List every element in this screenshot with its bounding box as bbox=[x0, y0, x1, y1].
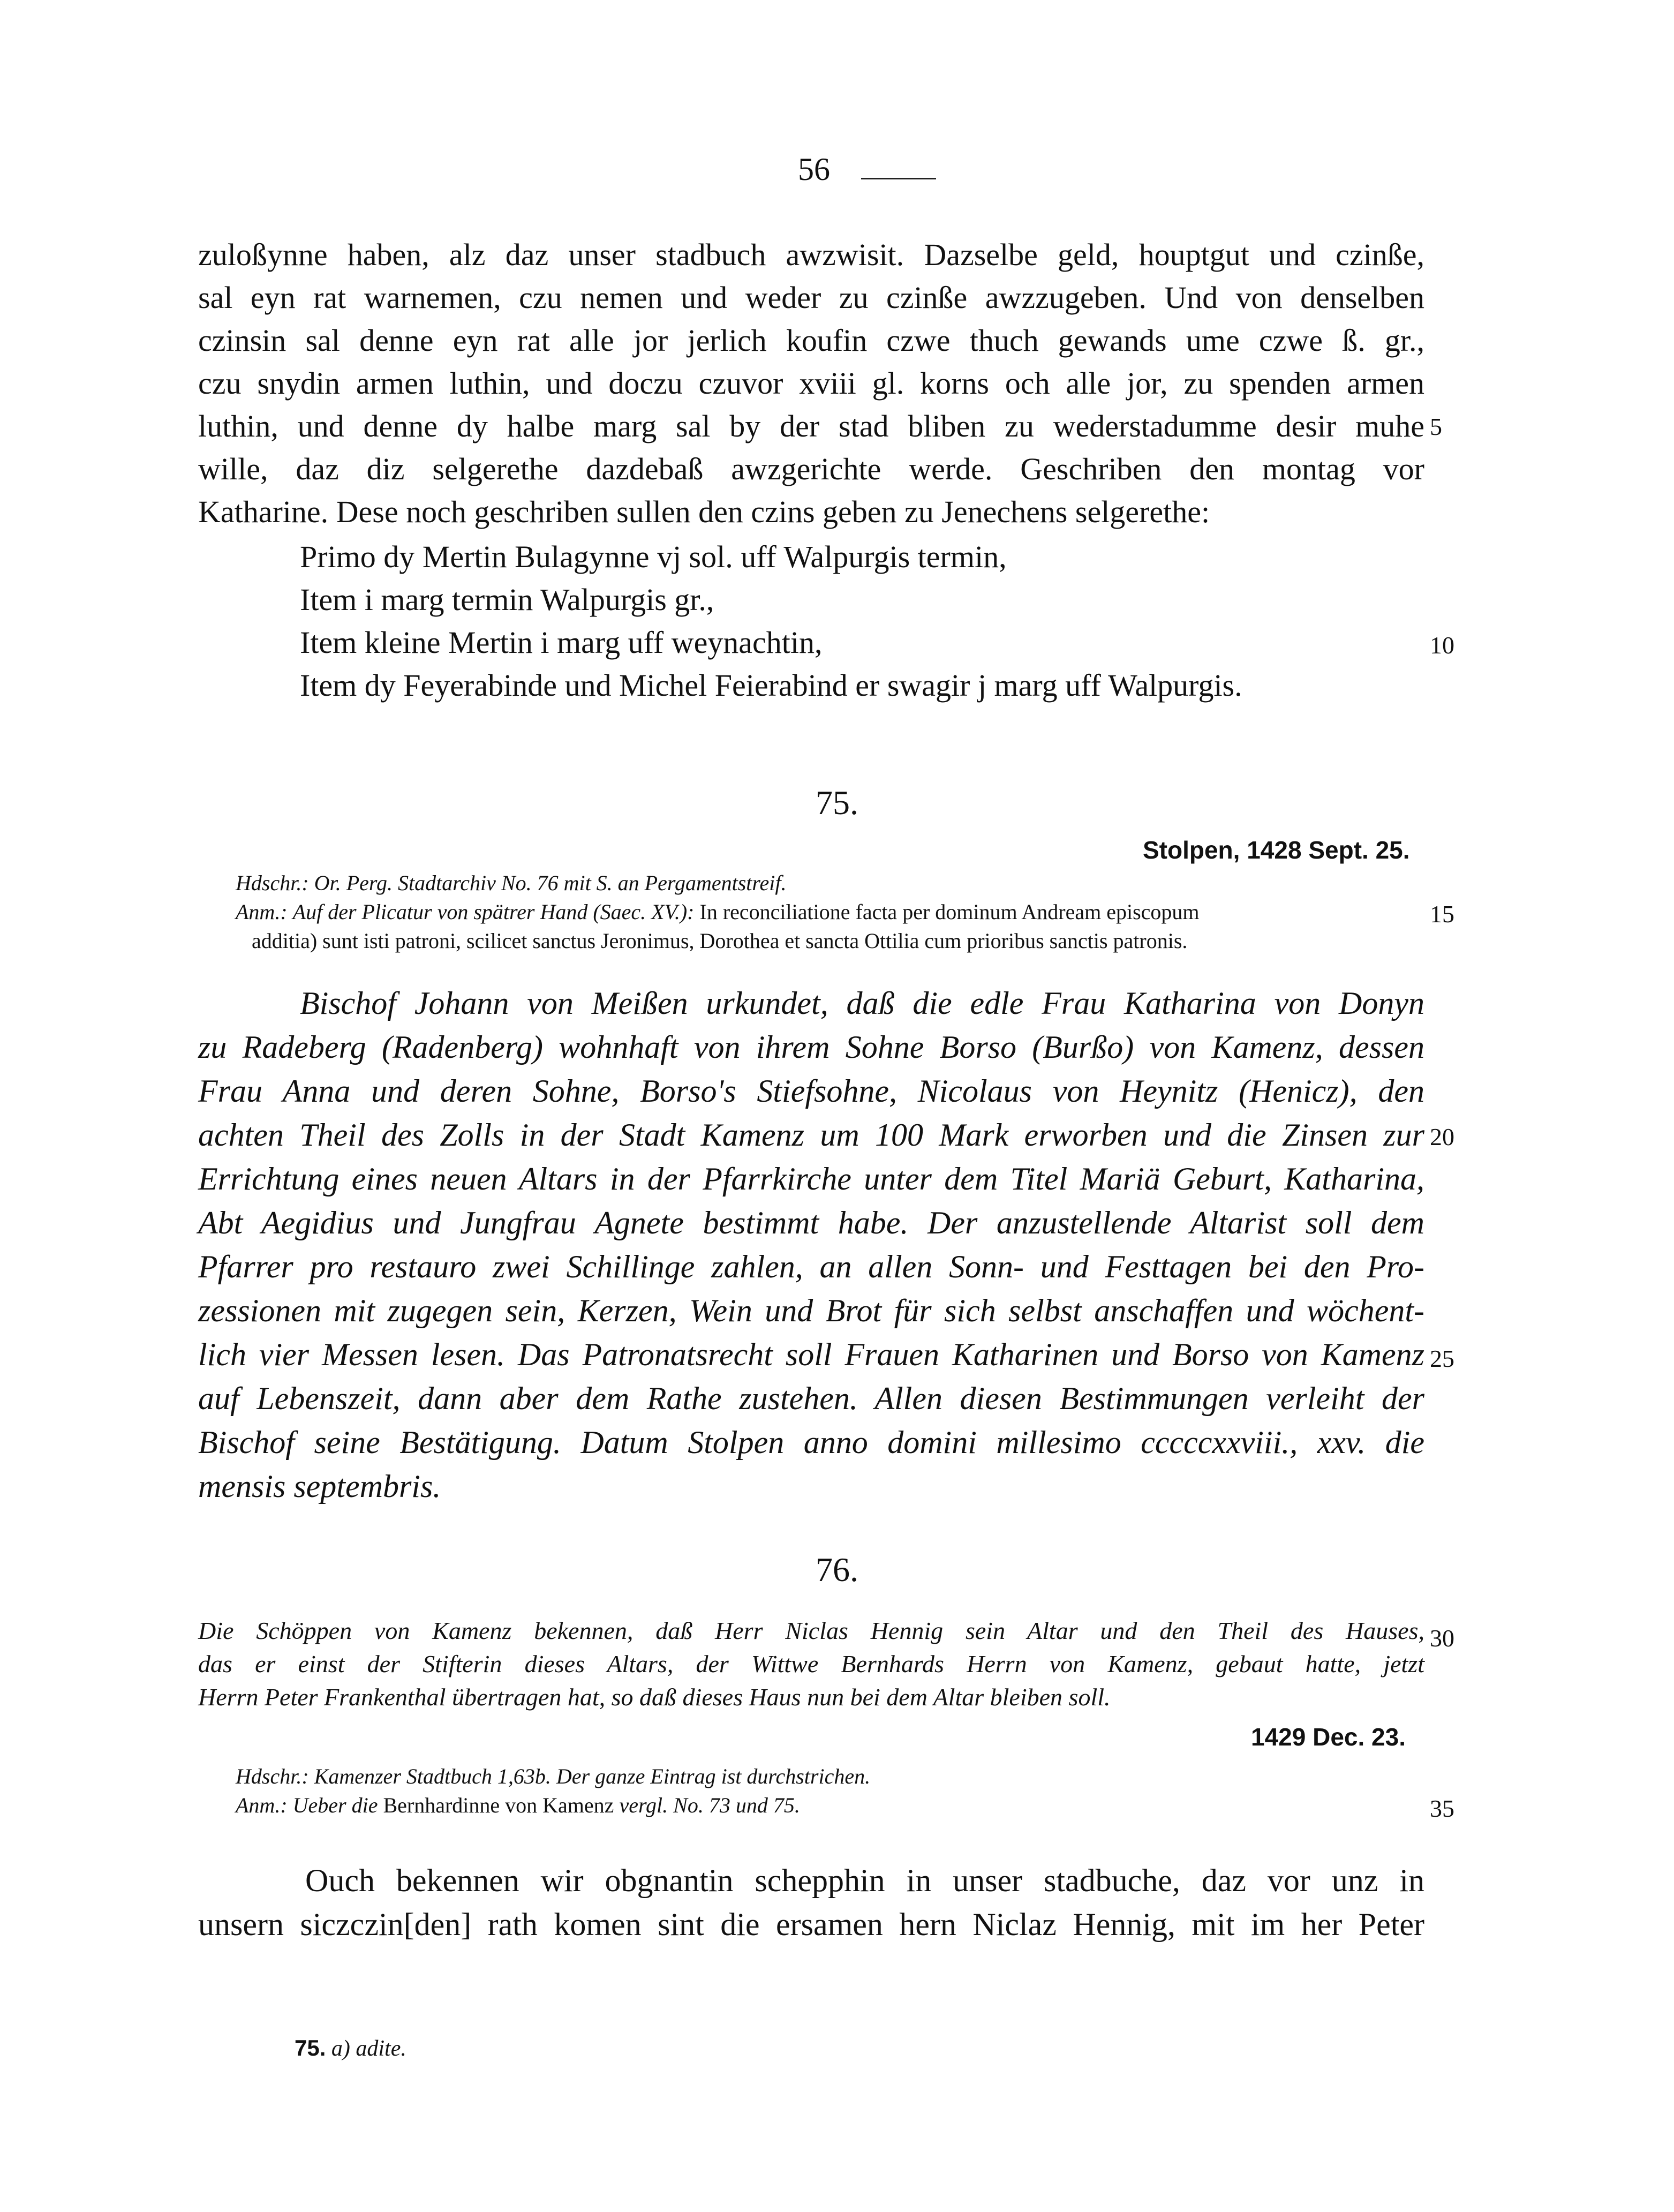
line-number: 25 bbox=[1430, 1345, 1454, 1372]
line-number: 5 bbox=[1430, 413, 1442, 440]
summary-76 bbox=[198, 1614, 1424, 1714]
note-label: Anm.: bbox=[236, 1793, 288, 1817]
line-number: 30 bbox=[1430, 1624, 1454, 1652]
text-76 bbox=[198, 1859, 1424, 1946]
line-number: 15 bbox=[1430, 900, 1454, 928]
list-item: Item kleine Mertin i marg uff weynachtin, bbox=[300, 625, 823, 660]
text-line: zessionen mit zugegen sein, Kerzen, Wein und Brot für sich selbst anschaffen und wöchent- bbox=[198, 1293, 1424, 1328]
text-line: Pfarrer pro restauro zwei Schillinge zahlen, an allen Sonn- und Festtagen bei den Pro- bbox=[198, 1249, 1424, 1284]
text-line: Katharine. Dese noch geschriben sullen den czins geben zu Jenechens selgerethe: bbox=[198, 494, 1210, 529]
note-text: Bernhardinne von Kamenz bbox=[383, 1793, 614, 1817]
annotation-75 bbox=[236, 898, 1200, 927]
note-text: Ueber die bbox=[292, 1793, 378, 1817]
text-line: czinsin sal denne eyn rat alle jor jerlich koufin czwe thuch gewands ume czwe ß. gr., bbox=[198, 323, 1424, 358]
text-line: zu Radeberg (Radenberg) wohnhaft von ihrem Sohne Borso (Burßo) von Kamenz, dessen bbox=[198, 1029, 1424, 1065]
list-item: Item dy Feyerabinde und Michel Feierabind er swagir j marg uff Walpurgis. bbox=[300, 668, 1242, 703]
text-line: unsern siczczin[den] rath komen sint die ersamen hern Niclaz Hennig, mit im her Peter bbox=[198, 1907, 1424, 1942]
annotation-75-cont: additia) sunt isti patroni, scilicet sanctus Jeronimus, Dorothea et sancta Ottilia cum prioribus sanctis patronis. bbox=[252, 929, 1188, 953]
note-text: In reconciliatione facta per dominum Andream episcopum bbox=[699, 900, 1200, 924]
text-line: das er einst der Stifterin dieses Altars, der Wittwe Bernhards Herrn von Kamenz, gebaut hatte, jetzt bbox=[198, 1650, 1424, 1677]
line-number: 10 bbox=[1430, 631, 1454, 659]
note-text: vergl. No. 73 und 75. bbox=[619, 1793, 800, 1817]
text-line: Abt Aegidius und Jungfrau Agnete bestimmt habe. Der anzustellende Altarist soll dem bbox=[198, 1205, 1424, 1240]
footnote bbox=[295, 2035, 406, 2061]
regest-75 bbox=[198, 981, 1424, 1508]
note-label: Hdschr.: bbox=[236, 871, 309, 895]
text-line: Errichtung eines neuen Altars in der Pfarrkirche unter dem Titel Mariä Geburt, Katharina, bbox=[198, 1161, 1424, 1197]
text-line: lich vier Messen lesen. Das Patronatsrecht soll Frauen Katharinen und Borso von Kamenz bbox=[198, 1337, 1424, 1372]
page-number: 56 bbox=[798, 152, 830, 187]
footnote-text: a) adite. bbox=[331, 2036, 406, 2061]
date-76: 1429 Dec. 23. bbox=[1251, 1723, 1406, 1751]
note-text: Kamenzer Stadtbuch 1,63b. Der ganze Eintrag ist durchstrichen. bbox=[314, 1764, 871, 1788]
list-item: Primo dy Mertin Bulagynne vj sol. uff Walpurgis termin, bbox=[300, 539, 1007, 574]
list-item: Item i marg termin Walpurgis gr., bbox=[300, 582, 714, 617]
text-line: zuloßynne haben, alz daz unser stadbuch awzwisit. Dazselbe geld, houptgut und czinße, bbox=[198, 237, 1424, 272]
manuscript-note-76 bbox=[236, 1762, 870, 1791]
document-number-75: 75. bbox=[816, 784, 858, 822]
note-italic: Auf der Plicatur von spätrer Hand (Saec. XV.): bbox=[292, 900, 695, 924]
text-line: czu snydin armen luthin, und doczu czuvor xviii gl. korns och alle jor, zu spenden armen bbox=[198, 366, 1424, 401]
place-date-75: Stolpen, 1428 Sept. 25. bbox=[1143, 836, 1410, 864]
manuscript-note-75 bbox=[236, 869, 786, 898]
note-label: Hdschr.: bbox=[236, 1764, 309, 1788]
note-label: Anm.: bbox=[236, 900, 288, 924]
header-rule bbox=[861, 178, 936, 179]
text-line: Ouch bekennen wir obgnantin schepphin in unser stadbuche, daz vor unz in bbox=[305, 1863, 1424, 1898]
text-line: auf Lebenszeit, dann aber dem Rathe zustehen. Allen diesen Bestimmungen verleiht der bbox=[198, 1381, 1424, 1416]
text-line: sal eyn rat warnemen, czu nemen und weder zu czinße awzzugeben. Und von denselben bbox=[198, 280, 1424, 315]
note-text: Or. Perg. Stadtarchiv No. 76 mit S. an Pergamentstreif. bbox=[314, 871, 787, 895]
text-line: wille, daz diz selgerethe dazdebaß awzgerichte werde. Geschriben den montag vor bbox=[198, 452, 1424, 486]
line-number: 20 bbox=[1430, 1123, 1454, 1150]
text-line: Bischof seine Bestätigung. Datum Stolpen anno domini millesimo cccccxxviii., xxv. die bbox=[198, 1425, 1424, 1460]
text-line: mensis septembris. bbox=[198, 1469, 441, 1504]
text-line: Bischof Johann von Meißen urkundet, daß die edle Frau Katharina von Donyn bbox=[300, 985, 1424, 1021]
text-line: achten Theil des Zolls in der Stadt Kamenz um 100 Mark erworben und die Zinsen zur bbox=[198, 1117, 1424, 1153]
footnote-label: 75. bbox=[295, 2035, 326, 2060]
text-line: Frau Anna und deren Sohne, Borso's Stiefsohne, Nicolaus von Heynitz (Henicz), den bbox=[198, 1073, 1424, 1109]
line-number: 35 bbox=[1430, 1795, 1454, 1822]
continued-paragraph bbox=[198, 234, 1424, 533]
text-line: Herrn Peter Frankenthal übertragen hat, so daß dieses Haus nun bei dem Altar bleiben soll. bbox=[198, 1683, 1111, 1711]
annotation-76 bbox=[236, 1791, 800, 1820]
payer-list bbox=[300, 536, 1242, 707]
text-line: luthin, und denne dy halbe marg sal by der stad bliben zu wederstadumme desir muhe bbox=[198, 409, 1424, 443]
document-number-76: 76. bbox=[816, 1551, 858, 1589]
text-line: Die Schöppen von Kamenz bekennen, daß Herr Niclas Hennig sein Altar und den Theil des Hauses, bbox=[198, 1617, 1424, 1644]
